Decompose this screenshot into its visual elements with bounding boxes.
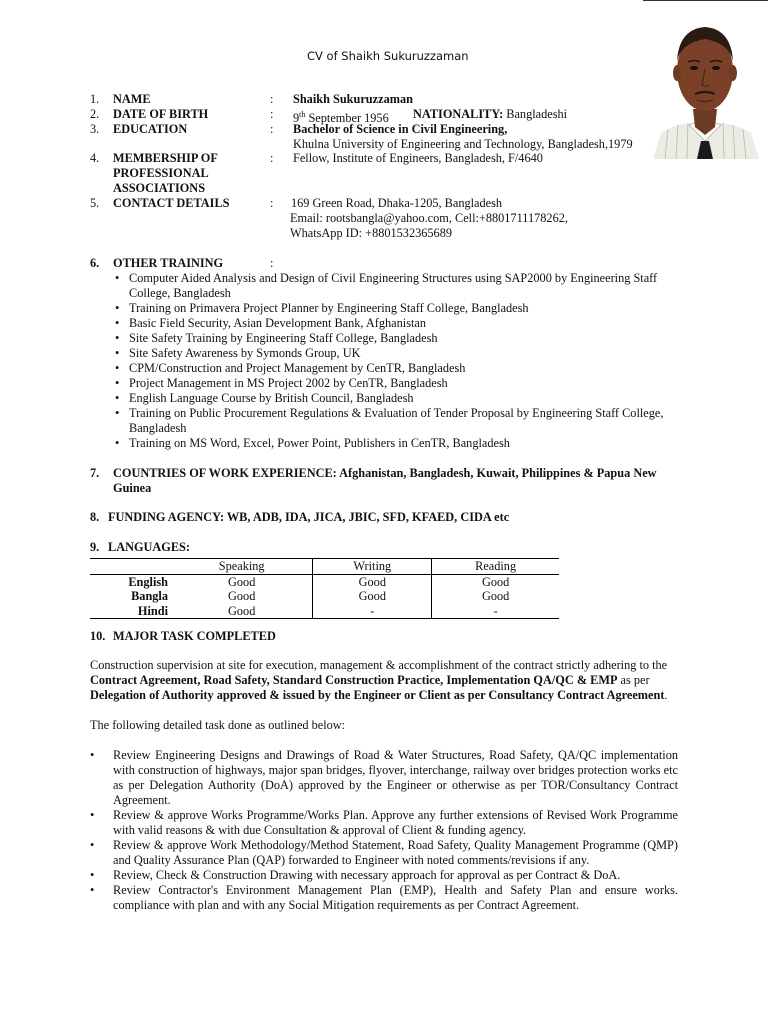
col-reading: Reading	[432, 559, 559, 575]
field-membership-number: 4.	[90, 151, 100, 165]
field-name-value: Shaikh Sukuruzzaman	[293, 92, 413, 106]
field-education-university: Khulna University of Engineering and Technology, Bangladesh,1979	[293, 137, 633, 151]
profile-photo	[643, 0, 768, 159]
list-item: • Training on Public Procurement Regulations & Evaluation of Tender Proposal by Engineering Staff College, Bangladesh	[115, 406, 685, 436]
nationality: NATIONALITY: Bangladeshi	[413, 107, 568, 121]
colon: :	[270, 151, 274, 165]
field-contact-email: Email: rootsbangla@yahoo.com, Cell:+8801711178262,	[290, 211, 568, 225]
field-education-degree: Bachelor of Science in Civil Engineering,	[293, 122, 508, 136]
colon: :	[270, 256, 274, 270]
field-dob-value: 9th September 1956	[293, 110, 389, 126]
table-row: English Good Good Good	[90, 574, 559, 589]
list-item: • Basic Field Security, Asian Development Bank, Afghanistan	[115, 316, 685, 331]
major-heading: MAJOR TASK COMPLETED	[113, 629, 276, 643]
colon: :	[270, 107, 274, 121]
countries-number: 7.	[90, 466, 100, 480]
field-dob-label: DATE OF BIRTH	[113, 107, 209, 121]
table-row: Hindi Good - -	[90, 604, 559, 619]
list-item: • Computer Aided Analysis and Design of Civil Engineering Structures using SAP2000 by Engineering Staff College, Bangladesh	[115, 271, 685, 301]
field-membership-label-3: ASSOCIATIONS	[113, 181, 206, 195]
countries-text: COUNTRIES OF WORK EXPERIENCE: Afghanistan, Bangladesh, Kuwait, Philippines & Papua New Guinea	[113, 466, 657, 495]
colon: :	[270, 196, 274, 210]
list-item: • English Language Course by British Council, Bangladesh	[115, 391, 685, 406]
training-list	[115, 271, 685, 451]
list-item: • CPM/Construction and Project Management by CenTR, Bangladesh	[115, 361, 685, 376]
table-header-row	[90, 559, 559, 575]
field-contact-label: CONTACT DETAILS	[113, 196, 230, 210]
major-number: 10.	[90, 629, 106, 643]
table-row: Bangla Good Good Good	[90, 589, 559, 604]
field-membership-label-1: MEMBERSHIP OF	[113, 151, 218, 165]
languages-heading: LANGUAGES:	[108, 540, 190, 554]
list-item: • Review Engineering Designs and Drawings of Road & Water Structures, Road Safety, QA/QC implementation with construction of highways, major span bridges, flyover, interchange, railway over bridges protection works etc as per Delegation Authority (DoA) approved by the Engineer or otherwise as per TOR/Consultancy Contract Agreement.	[90, 748, 678, 808]
field-membership-label-2: PROFESSIONAL	[113, 166, 209, 180]
field-dob-number: 2.	[90, 107, 100, 121]
training-number: 6.	[90, 256, 100, 270]
list-item: • Review, Check & Construction Drawing with necessary approach for approval as per Contract & DoA.	[90, 868, 678, 883]
col-writing: Writing	[313, 559, 432, 575]
field-name-number: 1.	[90, 92, 100, 106]
list-item: • Site Safety Training by Engineering Staff College, Bangladesh	[115, 331, 685, 346]
list-item: • Review & approve Works Programme/Works Plan. Approve any further extensions of Revised Work Programme with valid reasons & with due Consultation & approval of Client & funding agency.	[90, 808, 678, 838]
training-heading: OTHER TRAINING	[113, 256, 224, 270]
task-list	[90, 748, 678, 913]
field-membership-value: Fellow, Institute of Engineers, Bangladesh, F/4640	[293, 151, 543, 165]
colon: :	[270, 122, 274, 136]
list-item: • Review & approve Work Methodology/Method Statement, Road Safety, Quality Management Programme (QMP) and Quality Assurance Plan (QAP) forwarded to Engineer with noted comments/revisions if any.	[90, 838, 678, 868]
col-speaking: Speaking	[171, 559, 313, 575]
languages-table	[90, 558, 559, 619]
list-item: • Training on Primavera Project Planner by Engineering Staff College, Bangladesh	[115, 301, 685, 316]
field-contact-whatsapp: WhatsApp ID: +8801532365689	[290, 226, 452, 240]
field-education-label: EDUCATION	[113, 122, 188, 136]
document-title: CV of Shaikh Sukuruzzaman	[307, 49, 469, 63]
languages-number: 9.	[90, 540, 100, 554]
field-contact-address: 169 Green Road, Dhaka-1205, Bangladesh	[291, 196, 503, 210]
list-item: • Project Management in MS Project 2002 by CenTR, Bangladesh	[115, 376, 685, 391]
funding-number: 8.	[90, 510, 100, 524]
list-item: • Training on MS Word, Excel, Power Point, Publishers in CenTR, Bangladesh	[115, 436, 685, 451]
major-intro: The following detailed task done as outlined below:	[90, 718, 346, 732]
major-paragraph: Construction supervision at site for execution, management & accomplishment of the contract strictly adhering to the Contract Agreement, Road Safety, Standard Construction Practice, Implementation QA/QC & EMP as per Delegation of Authority approved & issued by the Engineer or Client as per Consultancy Contract Agreement.	[90, 658, 668, 702]
funding-text: FUNDING AGENCY: WB, ADB, IDA, JICA, JBIC, SFD, KFAED, CIDA etc	[108, 510, 510, 524]
field-education-number: 3.	[90, 122, 100, 136]
list-item: • Review Contractor's Environment Management Plan (EMP), Health and Safety Plan and ensure works. compliance with plan and with any Social Mitigation requirements as per Contract Agreement.	[90, 883, 678, 913]
colon: :	[270, 92, 274, 106]
field-contact-number: 5.	[90, 196, 100, 210]
field-name-label: NAME	[113, 92, 151, 106]
list-item: • Site Safety Awareness by Symonds Group, UK	[115, 346, 685, 361]
